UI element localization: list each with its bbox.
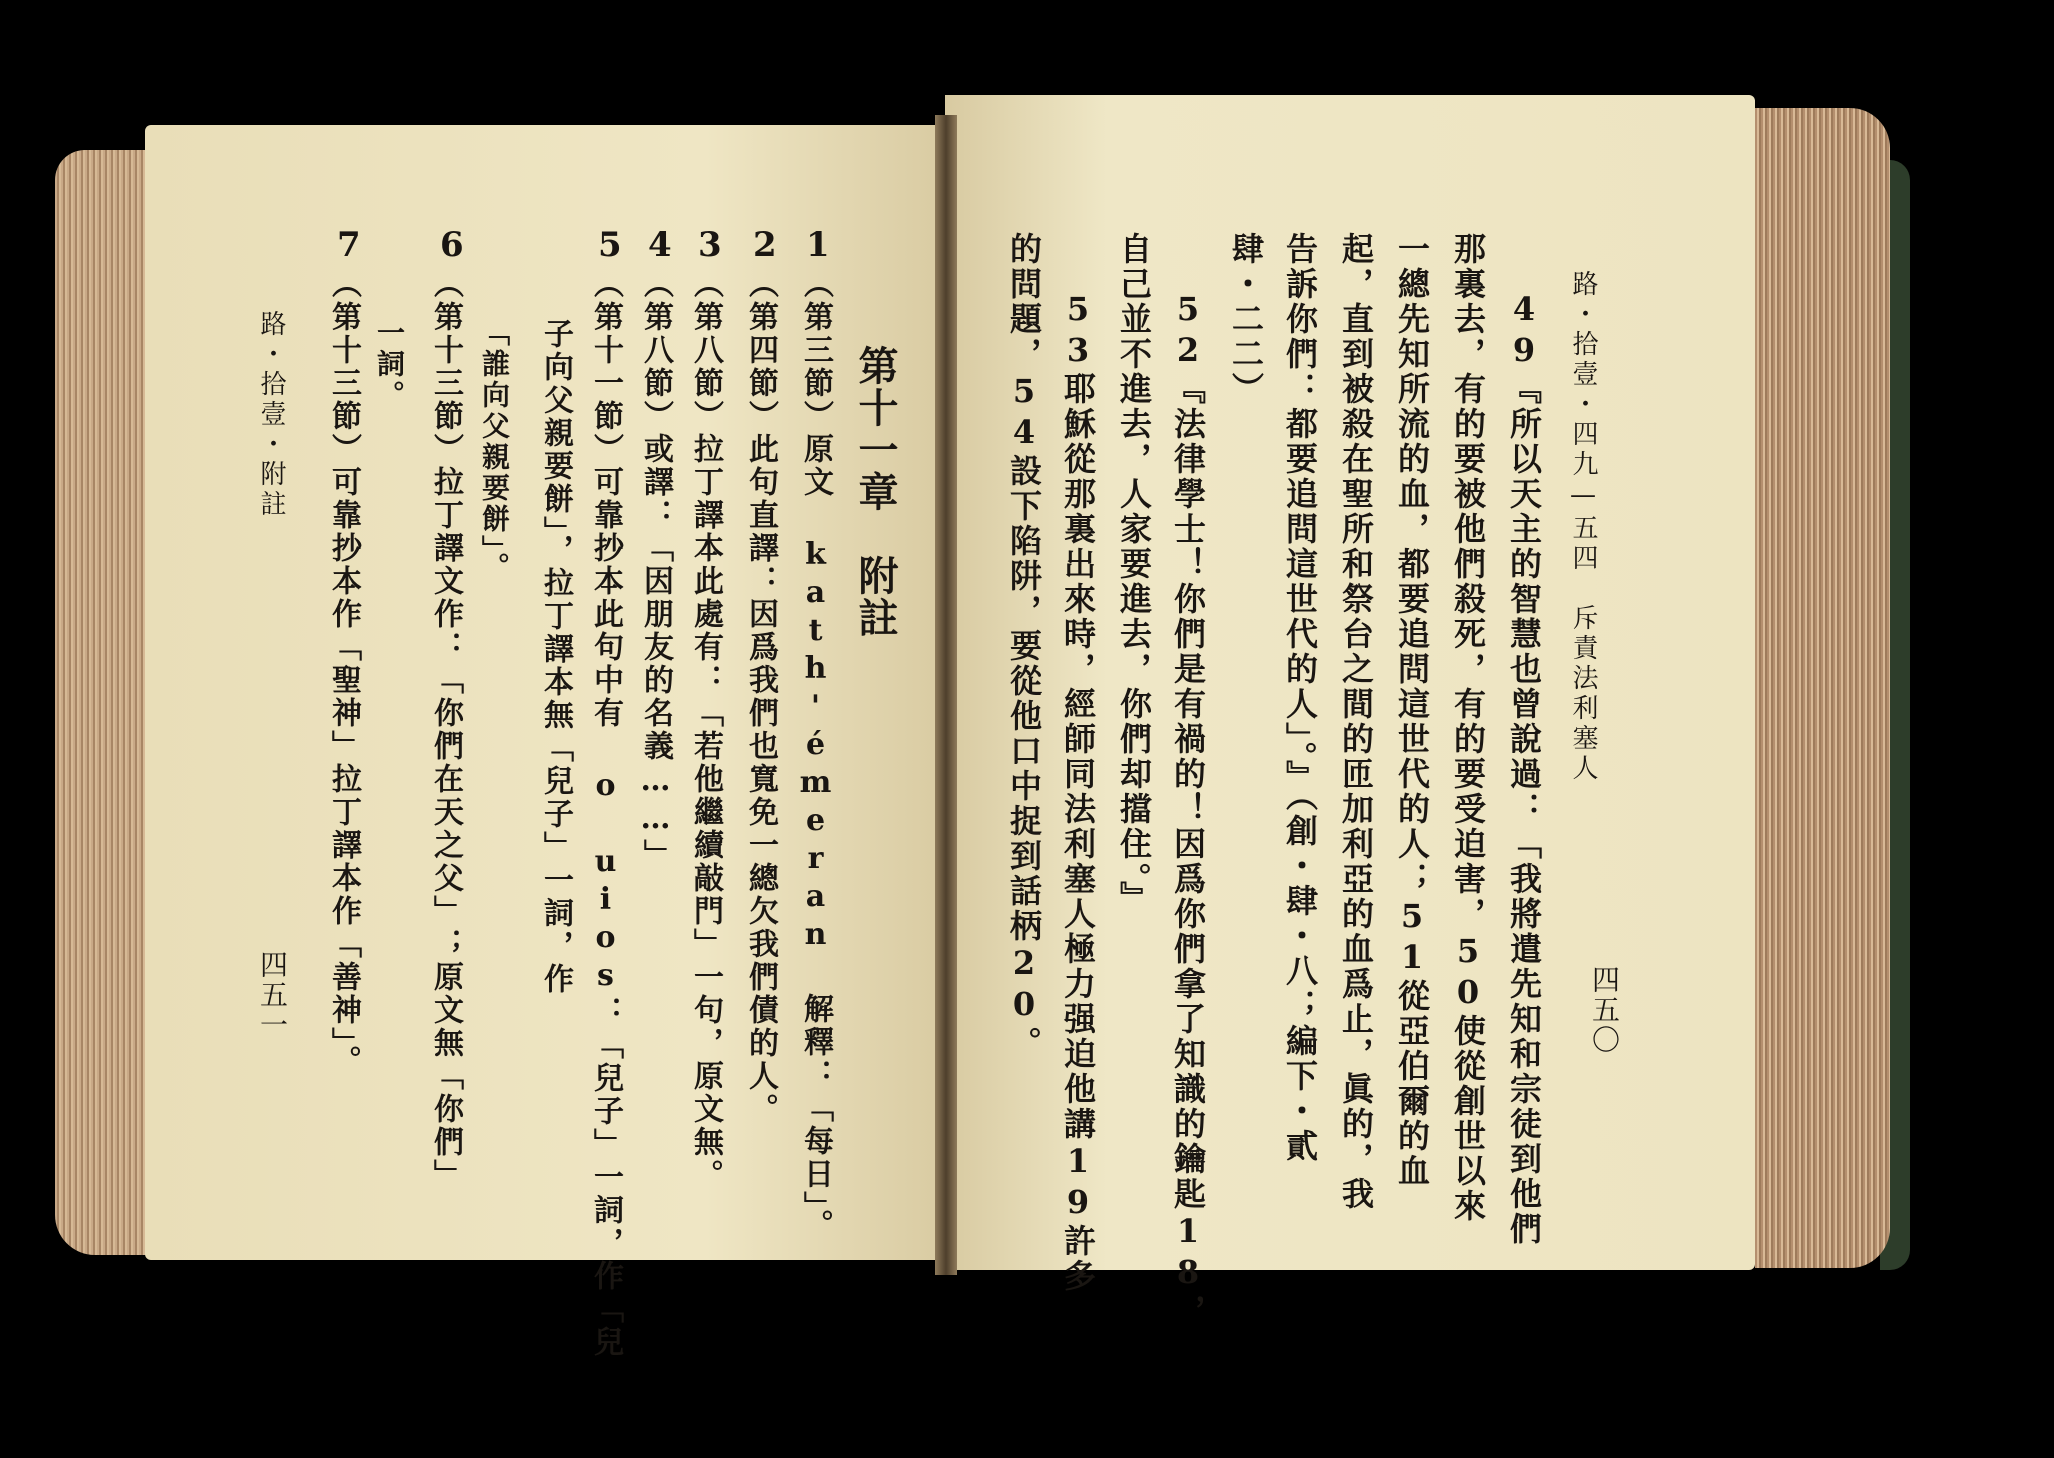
note-line: （第四節）此句直譯：因爲我們也寬免一總欠我們債的人。 [743, 268, 778, 1126]
note-line: 「誰向父親要餅」。 [478, 318, 511, 583]
note-line: （第三節）原文 kath'émeran 解釋：「每日」。 [798, 268, 833, 1242]
chapter-title: 第十一章 附註 [852, 345, 899, 639]
note-number: 5 [598, 225, 622, 265]
note-number: 3 [698, 225, 722, 265]
verse-line: 的問題，54設下陷阱，要從他口中捉到話柄20。 [1005, 232, 1043, 1061]
verse-line: 那裏去，有的要被他們殺死，有的要受迫害，50使從創世以來 [1449, 232, 1487, 1224]
note-line: （第八節）拉丁譯本此處有：「若他繼續敲門」一句，原文無。 [688, 268, 723, 1192]
verse-line: 自己並不進去，人家要進去，你們却擋住。』 [1115, 232, 1153, 916]
verse-line: 49『所以天主的智慧也曾說過：「我將遣先知和宗徒到他們 [1505, 290, 1543, 1247]
note-line: （第十一節）可靠抄本此句中有 o uios：「兒子」一詞，作「兒 [588, 268, 623, 1359]
verse-line: 一總先知所流的血，都要追問這世代的人；51從亞伯爾的血 [1393, 232, 1431, 1189]
note-line: （第八節）或譯：「因朋友的名義……」 [638, 268, 673, 872]
note-line: 一詞。 [373, 318, 406, 411]
left-running-header: 路・拾壹・附註 [256, 310, 286, 520]
left-page-number: 四五一 [256, 950, 289, 1040]
book-gutter [935, 115, 957, 1275]
note-number: 6 [440, 225, 464, 265]
note-line: 子向父親要餅」，拉丁譯本無「兒子」一詞，作 [538, 318, 573, 996]
page-edges-right [1755, 108, 1890, 1268]
page-edges-left [55, 150, 150, 1255]
verse-line: 告訴你們：都要追問這世代的人」。』（創・肆・八；編下・貳 [1281, 232, 1319, 1164]
note-number: 1 [806, 225, 830, 265]
note-number: 4 [648, 225, 672, 265]
verse-line: 52『法律學士！你們是有禍的！因爲你們拿了知識的鑰匙18， [1169, 290, 1207, 1329]
note-line: （第十三節）拉丁譯文作：「你們在天之父」；原文無「你們」 [428, 268, 463, 1192]
right-page-number: 四五〇 [1588, 965, 1621, 1055]
verse-line: 起，直到被殺在聖所和祭台之間的匝加利亞的血爲止，眞的，我 [1337, 232, 1375, 1212]
note-number: 7 [337, 225, 361, 265]
note-number: 2 [753, 225, 777, 265]
note-line: （第十三節）可靠抄本作「聖神」拉丁譯本作「善神」。 [326, 268, 361, 1078]
verse-line: 肆・二二） [1227, 232, 1265, 407]
verse-line: 53耶穌從那裏出來時，經師同法利塞人極力强迫他講19許多 [1059, 290, 1097, 1294]
right-running-header: 路・拾壹・四九—五四 斥責法利塞人 [1568, 270, 1598, 784]
